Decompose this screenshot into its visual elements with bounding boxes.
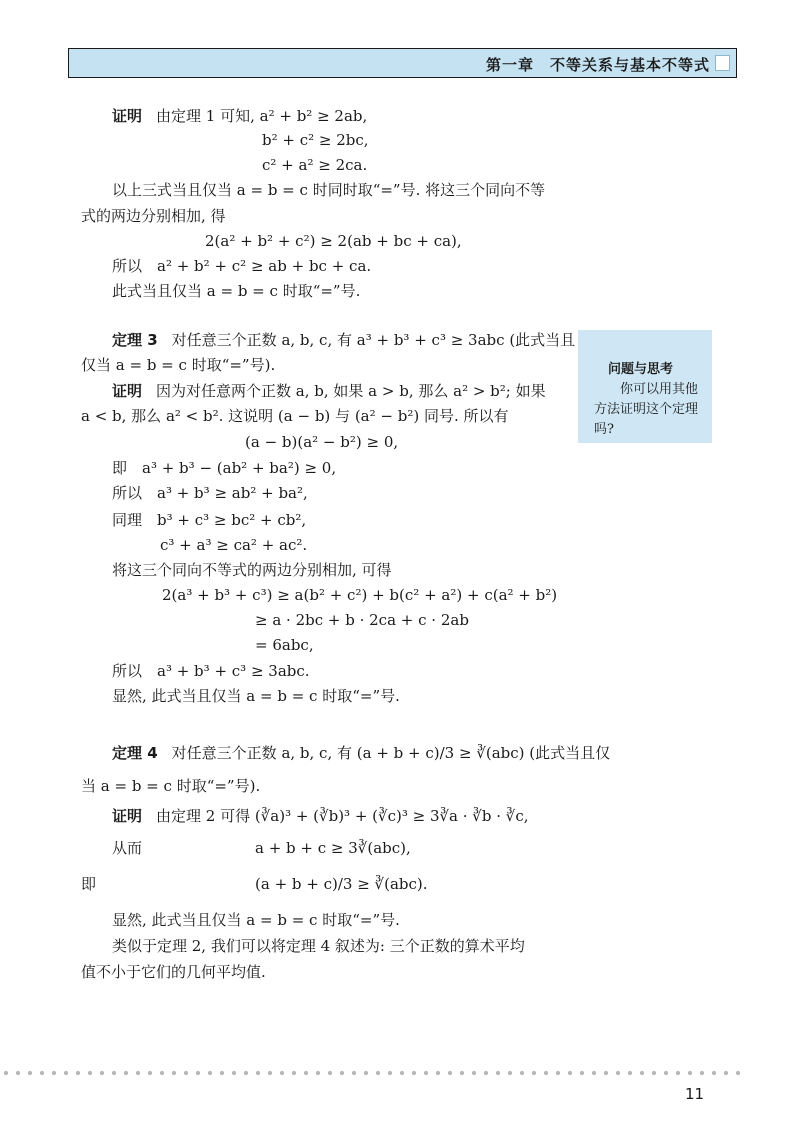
text-line	[112, 458, 336, 478]
text-line	[112, 743, 610, 763]
text-line	[262, 155, 367, 175]
line-text: 仅当 a = b = c 时取“=”号).	[81, 356, 276, 374]
line-text: = 6abc,	[255, 636, 314, 654]
line-text: c² + a² ≥ 2ca.	[262, 156, 368, 174]
chapter-title: 第一章 不等关系与基本不等式	[485, 56, 710, 74]
text-line	[112, 686, 400, 706]
line-text: 此式当且仅当 a = b = c 时取“=”号.	[112, 282, 361, 300]
line-text: c³ + a³ ≥ ca² + ac².	[160, 536, 308, 554]
line-text: 同理 b³ + c³ ≥ bc² + cb²,	[112, 511, 307, 529]
text-line	[81, 355, 275, 375]
text-line	[255, 610, 469, 630]
line-text: a < b, 那么 a² < b². 这说明 (a − b) 与 (a² − b²) 同号. 所以有	[81, 407, 509, 425]
text-line	[112, 256, 371, 276]
text-line	[112, 330, 575, 350]
text-line	[112, 106, 367, 126]
line-text: 所以 a² + b² + c² ≥ ab + bc + ca.	[112, 257, 372, 275]
sidebar-question: 你可以用其他方法证明这个定理吗?	[594, 382, 699, 437]
chapter-header-bar	[68, 48, 737, 78]
text-line	[112, 806, 529, 826]
line-text: (a + b + c)/3 ≥ ∛(abc).	[255, 875, 428, 893]
text-line	[112, 661, 310, 681]
line-text: 式的两边分别相加, 得	[81, 207, 226, 225]
theorem-label: 证明	[112, 107, 143, 125]
text-line	[255, 874, 428, 894]
text-line	[81, 874, 96, 894]
text-line	[112, 381, 546, 401]
line-text: 所以 a³ + b³ + c³ ≥ 3abc.	[112, 662, 310, 680]
text-line	[112, 510, 306, 530]
line-text: (a − b)(a² − b²) ≥ 0,	[245, 433, 399, 451]
text-line	[112, 838, 142, 858]
page-number: 11	[685, 1085, 705, 1103]
theorem-label: 定理 3	[112, 331, 158, 349]
line-text: 以上三式当且仅当 a = b = c 时同时取“=”号. 将这三个同向不等	[112, 181, 546, 199]
line-text: 值不小于它们的几何平均值.	[81, 963, 266, 981]
sidebar-title: 问题与思考	[608, 362, 674, 377]
text-line	[81, 962, 266, 982]
question-sidebar	[578, 330, 712, 443]
line-text: 从而	[112, 839, 143, 857]
text-line	[112, 910, 400, 930]
line-text: 即	[81, 875, 97, 893]
text-line	[112, 483, 308, 503]
line-text: 对任意三个正数 a, b, c, 有 a³ + b³ + c³ ≥ 3abc (此式当且	[171, 331, 576, 349]
line-text: 所以 a³ + b³ ≥ ab² + ba²,	[112, 484, 308, 502]
line-text: 将这三个同向不等式的两边分别相加, 可得	[112, 561, 392, 579]
text-line	[262, 130, 369, 150]
footer-dotted-line	[0, 1070, 740, 1076]
text-line	[112, 281, 360, 301]
line-text: 即 a³ + b³ − (ab² + ba²) ≥ 0,	[112, 459, 337, 477]
text-line	[81, 206, 226, 226]
text-line	[81, 776, 260, 796]
theorem-label: 定理 4	[112, 744, 158, 762]
line-text: 2(a³ + b³ + c³) ≥ a(b² + c²) + b(c² + a²) + c(a² + b²)	[162, 586, 558, 604]
text-line	[245, 432, 398, 452]
text-line	[112, 180, 545, 200]
line-text: 显然, 此式当且仅当 a = b = c 时取“=”号.	[112, 911, 400, 929]
line-text: 对任意三个正数 a, b, c, 有 (a + b + c)/3 ≥ ∛(abc) (此式当且仅	[171, 744, 611, 762]
line-text: 2(a² + b² + c²) ≥ 2(ab + bc + ca),	[205, 232, 462, 250]
theorem-label: 证明	[112, 807, 143, 825]
header-square-icon	[715, 55, 730, 71]
line-text: 显然, 此式当且仅当 a = b = c 时取“=”号.	[112, 687, 400, 705]
text-line	[112, 560, 392, 580]
text-line	[112, 936, 525, 956]
theorem-label: 证明	[112, 382, 143, 400]
line-text: 由定理 2 可得 (∛a)³ + (∛b)³ + (∛c)³ ≥ 3∛a · ∛b · ∛c,	[156, 807, 529, 825]
line-text: 因为对任意两个正数 a, b, 如果 a > b, 那么 a² > b²; 如果	[156, 382, 546, 400]
text-line	[255, 635, 314, 655]
text-line	[205, 231, 462, 251]
text-line	[160, 535, 307, 555]
line-text: ≥ a · 2bc + b · 2ca + c · 2ab	[255, 611, 469, 629]
text-line	[81, 406, 509, 426]
text-line	[255, 838, 411, 858]
line-text: 当 a = b = c 时取“=”号).	[81, 777, 261, 795]
line-text: 由定理 1 可知, a² + b² ≥ 2ab,	[156, 107, 368, 125]
line-text: a + b + c ≥ 3∛(abc),	[255, 839, 411, 857]
line-text: 类似于定理 2, 我们可以将定理 4 叙述为: 三个正数的算术平均	[112, 937, 525, 955]
text-line	[162, 585, 557, 605]
line-text: b² + c² ≥ 2bc,	[262, 131, 369, 149]
